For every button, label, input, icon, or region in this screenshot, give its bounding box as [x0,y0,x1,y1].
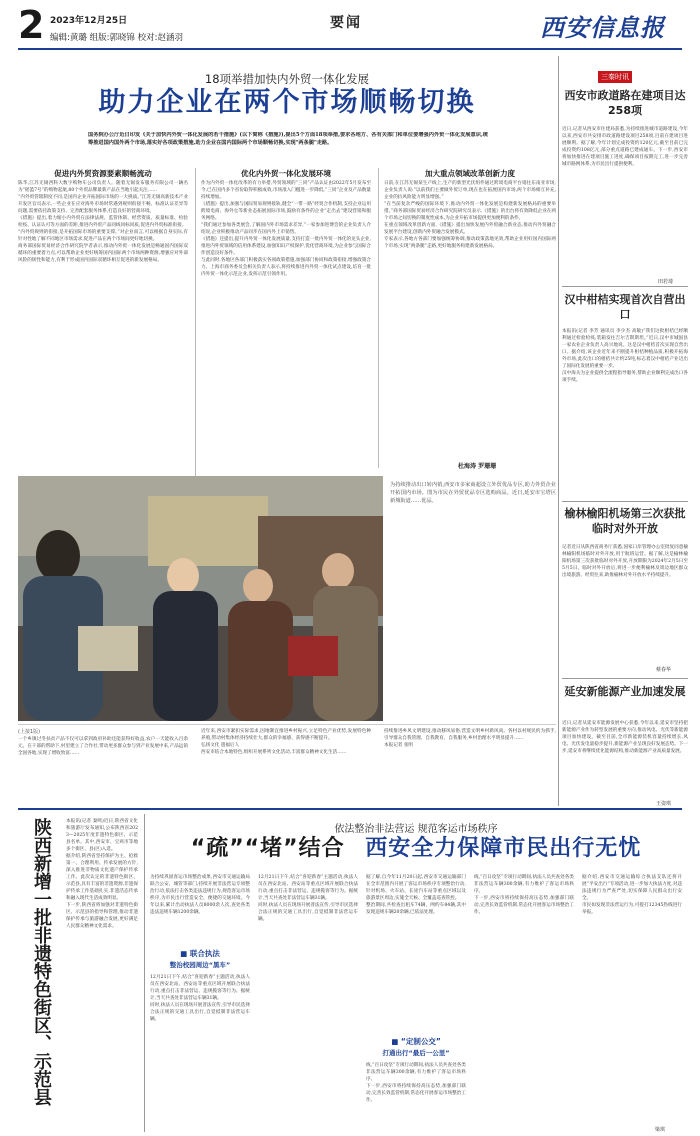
sub2-title: ■ “定制公交” [391,1037,441,1046]
masthead-rule [18,48,682,50]
section-divider [18,808,682,810]
lead-col3-text: 日前,在江苏无锡某生产线上,生产的新型光伏组件通过跨境电商平台销往东南亚市场,企业负责人说:“以前我们主要做外贸订单,现在也在拓展国内市场,两个市场相互补充,企业的抗风险能力明显增强。” “在当前复杂严峻的国际环境下,推动内外贸一体化发展是构建新发展格局的重要举措。”商务部国际贸易经济合作研究院研究员表示,《措施》的出台将有效降低企业在两个市场之间切换的制度性成本,为企业开拓市场提供更加便利的条件。 在重点领域改革创新方面,《措施》提出加快发展内外贸融合新业态,推动内外贸融合发展平台建设,创新内外贸融合发展模式。 专家表示,各地方各部门要加强统筹协调,推动政策落地见效,帮助企业用好国内国际两个市场,实现“两条腿”走路,更好地服务构建新发展格局。 [384,181,556,249]
photo-caption: 为持续推动出口转内销,西安市多家商超设立外贸优品专区,助力外贸企业开拓国内市场。图为市民在外贸优品专区选购商品。近日,延安市宝塔区新城街道……优品。 [390,482,556,504]
sidebar-item-4-title: 延安新能源产业加速发展 [564,685,686,698]
masthead [0,0,700,58]
sidebar-item-4-byline: 王姿琪 [656,801,672,807]
sidebar-item-1-title: 西安市政道路在建项目达258项 [564,89,686,117]
transport-col3: 据了解,自今年11月20日起,西安市交通运输部门在全市范围内开展了客运市场秩序专项整治行动,针对机场、火车站、长途汽车站等重点区域以及旅游景区周边,实施全天候、全覆盖巡查管控。 整治期间,共检查出租车74辆、网约车84辆,其中发现违规车辆20余辆,已依法处理。 [366,875,466,915]
heritage-vertical-title: 陕西新增一批非遗特色街区、示范县 [31,818,52,1106]
sidebar-rule [562,286,688,287]
transport-col3-cont: 线,“百日攻坚”专项行动期间,执法人员共查处各类非法营运车辆300余辆,有力维护了客运市场秩序。 下一步,西安市将持续保持高压态势,加强部门联动,完善长效监管机制,常态化开展客运市场整治工作。 [366,1063,466,1103]
col-divider [144,814,145,1132]
sidebar-item-2-body: 本报讯(记者 李芳 通讯员 李少杰 高敏)“我们这批柑桔已经顺利通过检验检疫,装箱发往吉尔吉斯斯坦。”近日,汉中市城固县一家农业企业负责人高兴地说。这是汉中柑桔首次实现自营出口。据介绍,该企业近年来不断提升柑桔种植品质,积极开拓海外市场,此次出口的柑桔共计约25吨,标志着汉中柑桔产业迈出了国际化发展的重要一步。 汉中海关为企业提供全流程指导服务,帮助企业顺利完成出口各项手续。 [562,329,688,383]
shoppers-photo-illustration [18,476,383,721]
lead-lower-col1: 一个乡镇过冬扶贫产品不仅可以拿到政府补助还能获得好收益,农户一天能收入百余元。在干部的帮助下,村里建立了合作社,带动更多群众参与到产业发展中来,产品远销全国各地,实现了增收致富…… [18,737,188,756]
sidebar-item-1-byline: 田若琦 [658,279,674,285]
sub1-subtitle: 整治校园周边“黑车” [169,961,231,969]
lead-summary: 国务院办公厅近日印发《关于加快内外贸一体化发展的若干措施》(以下简称《措施》),提出5个方面18项举措,要求各地方、各有关部门和单位要增强内外贸一体化发展意识,统筹推进国内国外两个市场,落实好各项政策措施,助力企业在国内国际两个市场顺畅切换,实现"两条腿"走路。 [88,132,488,146]
lead-lower-col3: 持续推进乡风文明建设,推动移风易俗,营造文明乡村新风尚。各村以村规民约为抓手,引导群众自我管理、自我教育、自我服务,乡村治理水平明显提升…… 本报记者 张明 [384,729,556,748]
lead-story [18,56,556,806]
sub2-marker-icon: ■ [391,1037,401,1046]
transport-col2: 12月21日下午,结合“喜迎新春”主题活动,执法人员在西安北站、西安站等重点区域开展联合执法行动,重点打击非法营运、违规揽客等行为。据统计,当天共查处非法营运车辆31辆。 同时,执法人员在现场开展普法宣传,引导市民选择合法正规的交通工具出行,自觉抵制非法营运车辆。 [258,875,358,922]
transport-story [150,814,682,1134]
paper-logo: 西安信息报 [540,13,665,42]
sub1-title: ■ 联合执法 [180,949,220,958]
lead-col2-text: 作为内外贸一体化改革的有力举措,外贸领域的“三同”产品认证由2022年5月发布至今,已在国内多个省份取得积极成效,市场准入门槛进一步降低,“三同”企业及产品数量持续增加。 《措施》提出,加强与国际贸易规则接轨,健全“一带一路”经贸合作机制,支持企业运用跨境电商、海外仓等新业态拓展国际市场,鼓励有条件的企业“走出去”建设营销和服务网络。 “我们通过参加各类展会,了解国内外市场需求差异,”一家参加进博会的企业负责人介绍说,企业积极推动产品同步在国内外上市销售。 《措施》还提出,提升内外贸一体化发展质量,支持打造一批内外贸一体化的龙头企业,推进内外贸领域的信用体系建设,加强知识产权保护,优化营商环境,为企业参与国际合作创造良好条件。 与此同时,各地区各部门积极落实各项政策措施,加强部门协同和政策衔接,增强政策合力。上海市商务委员会相关负责人表示,将持续推进内外贸一体化试点建设,培育一批内外贸一体化示范企业,发挥示范引领作用。 [201,181,371,277]
sidebar-item-2-title: 汉中柑桔实现首次自营出口 [564,293,686,321]
heritage-body: 本报讯(记者 秦鸣)近日,陕西省文化和旅游厅发布通知,公布陕西省2023—2025年度非遗特色街区、示范县名单。其中,西安市、宝鸡市等地多个街区、县(区)入选。 据介绍,陕西省坚持保护为主、抢救第一、合理利用、传承发展的方针,深入推进非物质文化遗产保护传承工作。此次认定的非遗特色街区、示范县,具有丰富的非遗资源,非遗保护传承工作基础扎实,非遗活态传承和融入现代生活成效明显。 下一步,陕西省将加强对非遗特色街区、示范县的指导和管理,推动非遗保护传承与旅游融合发展,更好满足人民群众精神文化需求。 [66,819,138,929]
transport-col1-cont: 12月21日下午,结合“喜迎新春”主题活动,执法人员在西安北站、西安站等重点区域开展联合执法行动,重点打击非法营运、违规揽客等行为。据统计,当天共查处非法营运车辆31辆。 同时,执法人员在现场开展普法宣传,引导市民选择合法正规的交通工具出行,自觉抵制非法营运车辆。 [150,975,250,1022]
lead-byline: 杜海涛 罗珊珊 [458,463,497,470]
sidebar-tag: 三秦时讯 [598,71,632,83]
staff-credits: 编辑:黄璐 组版:郭晓锦 校对:赵涵羽 [50,33,183,43]
sidebar-rule [562,501,688,502]
lead-col1-heading: 促进内外贸资源要素顺畅流动 [54,169,152,178]
sidebar-item-3-title: 榆林榆阳机场第三次获批临时对外开放 [564,507,686,535]
lead-col3-heading: 加大重点领域改革创新力度 [425,169,515,178]
sidebar-item-3-body: 记者近日从陕西省商务厅获悉,国家口岸管理办公室批复同意榆林榆阳机场临时对外开放,用于航班运营。据了解,这是榆林榆阳机场第三次获批临时对外开放,开放期限为2024年2月5日至5月5日。临时对外开放后,将进一步便利榆林及周边地区群众出境旅游、经贸往来,助推榆林对外开放水平持续提升。 [562,545,688,578]
transport-headline-part1: “疏”“堵”结合 [190,836,345,861]
sidebar [562,56,688,806]
lead-lower-col2: 近年来,西安市紧扣实际需求,因地制宜推进乡村振兴,立足特色产业优势,发展特色种养殖,带动村集体经济持续壮大,群众的幸福感、获得感不断提升。 弘扬文化 遗福后人 西安市结合本地特色,组织开展系列文化活动,丰富群众精神文化生活…… [201,729,371,755]
transport-byline: 梁琪 [655,1127,666,1133]
heritage-story [18,814,138,1134]
sidebar-divider [558,56,559,806]
lead-col1-text: 陈华,江苏无锡西科大数字购物车公司负责人。随着无锡发布服务有限公司一辆名为“摇篮7号”的购物起航,80个外贸品牌最新产品在当地引起关注…… “内外贸管辖制度不同,是国内企业开拓国际市场的一大挑战。”江苏无锡高新技术产业开发区官员表示,一些企业在应对海外市场时常遇到规则衔接不畅、标准认证差异等问题,需要依托政策支持、完善配套服务体系,打造良好的营商环境。 《措施》提出,着力缩小内外贸在法律法规、监管体制、经营资质、质量标准、检验检疫、认证认可等方面的差距,推进内外贸产品同线同标同质,促进内外贸标准衔接。 “内外贸规则的衔接,是开拓国际市场的重要支撑。”对企业而言,可以根据自身实际,有针对性地了解不同地区市场需求,促进产品在两个市场间更好地切换。 商务部国际贸易经济合作研究院学者表示,推动内外贸一体化发展是畅通国内国际双循环的重要着力点,可以帮助企业更好统筹国内国际两个市场两种资源,增强应对外部风险的韧性和能力,有利于形成国内国际双循环相互促进的新发展格局。 [18,181,188,263]
lead-headline: 助力企业在两个市场顺畅切换 [98,87,476,118]
lead-kicker: 18项举措加快内外贸一体化发展 [204,72,370,86]
sidebar-item-3-byline: 蔡春华 [656,667,672,673]
continued-label: (上接1版) [18,729,41,735]
transport-col1: 为持续巩固客运市场整治成果,西安市交通运输局联合公安、城管等部门,持续开展非法营运专项整治行动,依法打击各类违法违规行为,规范客运市场秩序,为市民出行营造安全、便捷的交通环境。今年以来,累计出动执法人员8000余人次,查处各类违法违规车辆1200余辆。 [150,875,250,915]
transport-headline-part2: 西安全力保障市民出行无忧 [365,836,642,861]
lower-rule [18,724,556,725]
section-name: 要闻 [330,15,362,31]
lead-col2-heading: 优化内外贸一体化发展环境 [241,169,331,178]
sidebar-item-4-body: 近日,记者从延安市能源发展中心获悉,今年以来,延安市坚持把新能源产业作为转型发展的重要方向,推动风电、光伏等新能源项目加快建设。截至目前,全市新能源装机容量持续增长,风电、光伏发电量稳步提升,新能源产业呈现良好发展态势。下一步,延安市将继续优化能源结构,推动新能源产业高质量发展。 [562,721,688,754]
transport-col4: 线,“百日攻坚”专项行动期间,执法人员共查处各类非法营运车辆300余辆,有力维护了客运市场秩序。 下一步,西安市将持续保持高压态势,加强部门联动,完善长效监管机制,常态化开展客运市场整治工作。 [474,875,574,915]
issue-date: 2023年12月25日 [50,16,128,26]
transport-headline [150,834,682,864]
news-photo [18,476,383,721]
col-divider [195,168,196,478]
transport-col5: 据介绍,西安市交通运输综合执法支队还将开展“平安出行”专项活动,进一步加大执法力度,对违法违规行为严查严处,切实保障人民群众出行安全。 市民如发现非法营运行为,可拨打12345热线进行举报。 [582,875,682,915]
sidebar-rule [562,678,688,679]
sidebar-item-1-body: 近日,记者从西安市住建局获悉,为持续推进城市道路建设,今年以来,西安市共安排市政道路建设项目258项,目前在建项目进展顺利。据了解,今年计划完成投资约120亿元,截至目前已完成投资约108亿元,部分重点道路已建成通车。下一步,西安市将加快推进在建项目施工进度,确保项目按期完工,进一步完善城市路网体系,为市民出行提供便利。 [562,127,688,167]
col-divider [378,168,379,468]
sub1-marker-icon: ■ [180,949,190,958]
sub2-subtitle: 打通出行“最后一公里” [382,1049,450,1057]
page-number: 2 [18,3,45,47]
transport-kicker: 依法整治非法营运 规范客运市场秩序 [334,824,498,835]
